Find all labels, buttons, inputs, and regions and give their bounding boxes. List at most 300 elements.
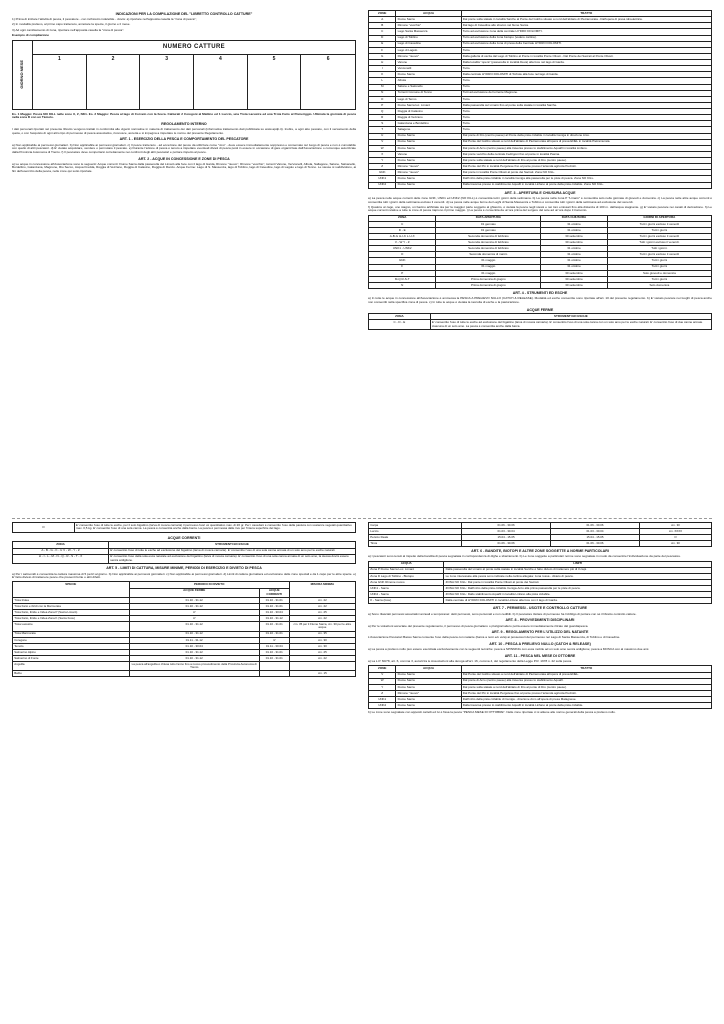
art5-heading: ART. 5 - LIMITI DI CATTURA, MISURE MINIME, PERIODI DI ESERCIZIO E DIVIETO DI PESCA	[106, 566, 262, 571]
oct-note: b) Le zone sono segnalate con appositi cartelli ed ivi è fissa la pesca "PESCA MESE DI OTTOBRE". Nelle zone riportate ci si attiene alle norme generali della pesca a prelievo nullo.	[368, 710, 616, 715]
table-cell: 01.10 - 31.12	[129, 604, 259, 610]
table-cell: Persico Reale	[369, 535, 462, 541]
table-cell: cm. 22	[289, 604, 355, 610]
zones-table	[368, 10, 712, 189]
catalog-col-1: 1	[33, 55, 87, 109]
table-cell: D - E	[369, 227, 436, 233]
table-cell: Tutti i giorni.	[607, 246, 711, 252]
table-cell	[259, 661, 289, 670]
art7-text: a) Sono rilasciati permessi associativi annuali e temporanei: detti permessi, sono personali e non cedibili. b) Il pescatore titolare di permesso ha l'obbligo di portare con sé il libretto controllo catture.	[368, 611, 637, 616]
table-cell: Fiume Sarca	[396, 703, 461, 709]
table-cell: Tutti ad esclusione del torrente Magnone.	[461, 90, 711, 96]
table-cell: 15.04 - 15.05	[462, 535, 551, 541]
table-cell: ///	[129, 616, 259, 622]
table-cell: cm. 22	[289, 598, 355, 604]
table-cell: 30 settembre	[541, 240, 607, 246]
table-cell: C	[369, 221, 436, 227]
table-cell: Varone	[396, 151, 461, 157]
table-cell: 01.10 - 31.12	[129, 631, 259, 637]
table-cell: Zona GNK Rimone nuovo	[369, 579, 444, 585]
table-cell: Rimone "nuovo"	[396, 690, 461, 696]
art5-text: a) Per i salmonidi è consentita la cattura massima di 5 pezzi al giorno. b) Non applicabile ai permessi giornalieri. c) Non applicabile ai permessi giornalieri. d) Limiti di cattura giornaliera ed esclusione delle zone speciali e da 1 capo per le altre specie. e) E' fatto divieto di trattenere pesce che presenti ferite o altri difetti.	[12, 571, 356, 580]
table-cell: Carpa	[369, 523, 462, 529]
table-cell: Fiume Sarca	[396, 145, 461, 151]
table-cell: V - W Y - Z	[369, 240, 436, 246]
ac-zone-1: A - B - G - K - U V - W - Y - Z	[13, 548, 109, 554]
zone-o-text: E' consentito l'uso di tutte le esche, per il solo bigattino (larva di mosca carnaria) il permesso fuori vè quantitativo max. di 20 gr. Per i cavedani è consentito l'uso della pastura con sostanze vegetali quantitativo max. 0,5 kg. E' consentito l'uso di una sola canna. La pesca è consentita anche dalla barca. La pesca è permessa dalle rive per l'intera superficie del lago.	[74, 523, 355, 533]
table-cell: GNK	[369, 258, 436, 264]
table-cell: Tutto.	[461, 47, 711, 53]
species-col-still: ACQUE FERME	[129, 588, 259, 598]
table-cell: K	[369, 72, 396, 78]
lake-species-table	[368, 522, 712, 547]
intro-3: 3) Ad ogni cambiamento di zona, riportare nell'apposita casella la "zona di pesca".	[12, 27, 125, 32]
zones-col-water: ACQUA	[396, 11, 461, 17]
table-cell: O	[369, 252, 436, 258]
table-cell: Trota Marmorata	[13, 631, 130, 637]
table-cell: Dalla traversa presso lo stabilimento Aquafil in località Linfano al ponte della pista ciclabile.	[461, 703, 711, 709]
reg-heading: REGOLAMENTO INTERNO	[161, 121, 207, 126]
zone-o-table	[12, 522, 356, 533]
table-cell: E	[369, 41, 396, 47]
zones-body	[369, 17, 712, 189]
table-cell: cm. 30	[639, 523, 711, 529]
catalog-head: NUMERO CATTURE	[33, 41, 355, 55]
acque-ferme-table	[368, 313, 712, 330]
table-cell: Fiume Sarca	[396, 139, 461, 145]
table-cell: 30 settembre	[541, 276, 607, 282]
table-cell: 01.06 - 30.06	[462, 541, 551, 547]
table-cell: Dal lago di Cavedine allo sbocco nel fiume Sarca.	[461, 23, 711, 29]
table-row	[369, 703, 712, 709]
table-cell: Seconda domenica di febbraio	[436, 246, 541, 252]
table-cell: P	[369, 270, 436, 276]
catalog-col-6: 6	[326, 55, 330, 62]
table-cell: Tutto.	[461, 115, 711, 121]
table-cell: Tutto ad esclusione della zona biotopo (vedere cartina).	[461, 35, 711, 41]
intro-2: 2) In modalità prelievo, al primo capo trattenuto, annotare la specie, il giorno e il mese.	[12, 22, 131, 27]
table-cell: Fiume Sarca	[396, 182, 461, 188]
table-cell: Salmerino di Fonte	[13, 655, 130, 661]
art11-text: a) La L.P. 60/78, art. 6, comma 3, autorizza le Associazioni alla deroga all'art. 16, comma 4, del regolamento della Legge P.R. 1978 n. 22 sulla pesca.	[368, 659, 573, 664]
zone-o-label: O	[13, 523, 75, 533]
table-cell: Dal ponte sulla statale in località Sarche al Ponte del Gobbo situato a nord dell'abitato di Pietramurata - Dall'opera di presa idroelettrica.	[461, 17, 711, 23]
table-cell: Dalla centrale di HYDRO DOLOMITI in località Linfano alla foce con il lago di Garda.	[444, 598, 712, 604]
table-cell: cm. 30	[289, 643, 355, 649]
table-cell: Tutti i giorni escluso il venerdì	[607, 252, 711, 258]
seasons-body	[369, 221, 712, 288]
table-cell: Coregone	[13, 637, 130, 643]
table-cell: 01.10 - 31.12	[129, 655, 259, 661]
table-cell: Z	[369, 690, 396, 696]
oct-col-water: ACQUA	[396, 666, 461, 672]
table-cell: 01.10 - 31.12	[129, 598, 259, 604]
table-cell: Tutti i giorni	[607, 264, 711, 270]
table-cell: 30 settembre	[541, 282, 607, 288]
table-cell: ZONA NO KILL: Dallo stabilimento Aquafil in località Linfano alla pista ciclabile.	[444, 592, 712, 598]
species-col-period: PERIODO DI DIVIETO	[129, 582, 289, 588]
table-cell: K - Sarca (foce)	[369, 598, 444, 604]
table-cell: Rimone "nuovo"	[396, 53, 461, 59]
table-row	[13, 661, 356, 670]
table-cell: 01 maggio	[436, 270, 541, 276]
table-cell: Seconda domenica di marzo	[436, 252, 541, 258]
q2-notes: f) Qualora un lago, uno stagno, un bacino artificiale sia per la maggior parte soggetto al ghiaccio, è vietata la pesca negli stessi e nei loro emissari fino alla distanza di 100 m. dall'acqua stagnante. g) E' vietato pescare nei canali di derivazione. h) Le acque correnti relative a tutte le zone di pesca riaprono il primo maggio. i) La pesca è consentita da un'ora prima del sorgere del sole ad un'ora dopo il tramonto.	[368, 204, 712, 213]
ac-tools-2: E' consentito l'uso della sola esca naturale ad esclusione del bigattino (larva di mosca carnaria). E' consentito l'uso di una sola canna armata di un solo amo, la stessa dovrà essere senza ardiglione.	[109, 554, 356, 564]
table-cell: Tutti i giorni escluso il venerdì.	[607, 240, 711, 246]
table-cell: Dalla centrale HYDRO DOLOMITI di Torbole alla foce nel lago di Garda.	[461, 72, 711, 78]
reg-text: I dati personali riportati nel presente libretto vengono trattati in conformità alle vigenti normative in materia di trattamento dei dati personali (informativa trattamento dati pubblicata su www.apdp.it). Inoltre, a ogni atto pescato, con il versamento della quota, o con l'acquisto di ogni altro tipo di permesso di pesca associativo, riconosce, accetta e si impegna a rispettare le norme del presente Regolamento.	[12, 127, 356, 135]
table-cell: 01 maggio	[436, 264, 541, 270]
table-cell: 15.04 - 15.05	[551, 535, 640, 541]
table-cell: Seconda domenica di febbraio	[436, 233, 541, 239]
species-col-running: ACQUE CORRENTI	[259, 588, 289, 598]
table-cell: Trota Lacustre	[13, 622, 130, 631]
art8-heading: ART. 8 - PROVVEDIMENTI DISCIPLINARI	[505, 618, 575, 623]
acque-correnti-heading: ACQUE CORRENTI	[167, 535, 201, 540]
table-cell: Tutto.	[461, 66, 711, 72]
limits-table	[368, 561, 712, 605]
art7-heading: ART. 7 - PERMESSI - USCITE E CONTROLLO CATTURE	[492, 606, 588, 611]
table-cell: Lago di Cavedine	[396, 41, 461, 47]
table-cell: GNK	[369, 170, 396, 176]
table-cell: Tutto.	[461, 121, 711, 127]
seasons-table	[368, 215, 712, 290]
table-cell: 01.06 - 30.06	[462, 523, 551, 529]
acque-ferme-heading: ACQUE FERME	[526, 307, 554, 312]
season-col-days: GIORNI DI APERTURA	[607, 215, 711, 221]
table-cell: 01.03 - 30.04	[462, 529, 551, 535]
table-cell: Dal ponte sulla statale a nord dell'abitato di Dro al ponte di Dro (centro paese).	[461, 158, 711, 164]
table-cell: Dal Ponte del Pin in località Pergolese fino al ponte presso l'azienda agricola Pedrotti.	[461, 690, 711, 696]
art10-text: a) La pesca a prelievo nullo può essere esercitata esclusivamente con le seguenti tecniche: pesca a SPINNING con esca mobile ad un solo amo senza ardiglione; pesca a MOSCA con al massimo due ami.	[368, 647, 650, 652]
table-cell: 01 gennaio	[436, 221, 541, 227]
table-cell: Dall'inizio della pista ciclabile di Ceniga - direzione Arco all'opera di presa Malagnese.	[461, 697, 711, 703]
table-row	[369, 541, 712, 547]
table-cell: Dalla passerella del Limarò al ponte sulla statale in località Sarche è fatto divieto di trattenere più di 3 capi.	[444, 567, 712, 573]
catalog-cols	[33, 55, 355, 109]
page-fold-line	[12, 518, 712, 519]
table-cell: cm. 15	[289, 671, 355, 677]
table-cell: A-B-G H-I-K L-U-X	[369, 233, 436, 239]
table-row	[13, 622, 356, 631]
season-col-open: DATA APERTURA	[436, 215, 541, 221]
table-cell: Trota Fario e ibridi con la Marmorata	[13, 604, 130, 610]
table-cell: UNK1	[369, 176, 396, 182]
table-cell: Solo domenica	[607, 282, 711, 288]
example-label: Esempio di compilazione	[12, 32, 49, 37]
table-cell: Lago di Tenno	[396, 96, 461, 102]
zones-col-stretch: TRATTO	[461, 11, 711, 17]
table-cell: U	[369, 133, 396, 139]
table-cell: 01.10 - 31.12	[259, 616, 289, 622]
limits-body	[369, 567, 712, 604]
table-cell: Tutto ad esclusione zona della centrale HYDRO DOLOMITI.	[461, 29, 711, 35]
table-cell: UNK1 - Sarca	[369, 586, 444, 592]
table-cell: Albola	[396, 78, 461, 84]
table-cell: ZONA NO KILL: Dall'inizio della pista ciclabile Ceniga-Arco alla prima passerella per le piste di pesca.	[444, 586, 712, 592]
table-cell: Prima domenica di giugno	[436, 276, 541, 282]
table-cell	[259, 671, 289, 677]
table-cell: Dalla galleria di uscita dal Lago di Toblino al Ponte in località Ponte Oliveti - Dal Ponte dei Sacrati al Ponte Oliveti.	[461, 53, 711, 59]
table-row	[369, 598, 712, 604]
table-cell: Tinca	[369, 541, 462, 547]
october-table	[368, 665, 712, 709]
ac-col-zone: ZONA	[13, 542, 109, 548]
table-cell: 01.10 - 31.12	[129, 622, 259, 631]
table-cell: Dalla passerella sul Limarò fino al ponte sulla statale in località Sarche.	[461, 102, 711, 108]
table-cell: cm. 22	[289, 616, 355, 622]
table-cell: V	[369, 139, 396, 145]
table-cell: 31 ottobre	[541, 264, 607, 270]
oct-col-zone: ZONE	[369, 666, 396, 672]
instructions-section	[12, 10, 356, 516]
table-cell: Trota Iridea	[13, 598, 130, 604]
ac-zone-2: H - I - L - M - N - Q - R - S - T - X	[13, 554, 109, 564]
table-cell: UNK2 - Sarca	[369, 592, 444, 598]
table-cell: 01.10 - 31.01	[259, 598, 289, 604]
intro-1: 1) Prima di iniziare l'attività di pesca, il pescatore - con inchiostro indelebile - dovrà: a) riportare nell'apposita casella la "zona di pesca";	[12, 17, 197, 22]
table-cell: Dal ponte di Dro (centro paese) al Ponte della pista ciclabile in località Ceniga in direzione Arco.	[461, 133, 711, 139]
table-row	[369, 282, 712, 288]
table-cell: Temolo	[13, 643, 130, 649]
table-cell: Le zone interessate alla pesca sono indicate nella cartina allegata: zona rossa - divieto di pesca.	[444, 573, 712, 579]
table-cell: 01.11 - 30.04	[259, 643, 289, 649]
art9-heading: ART. 9 - REGOLAMENTO PER L'UTILIZZO DEL NATANTE	[491, 630, 589, 635]
table-cell: Tutti i giorni	[607, 276, 711, 282]
table-cell: Lago di Toblino	[396, 35, 461, 41]
table-cell: Dal Ponte del Gobbo situato a nord dell'abitato di Pietramurata all'opera di presa ENEL in località Pietramurata.	[461, 139, 711, 145]
species-body	[13, 598, 356, 677]
art1-text: a) Non applicabile ai permessi giornalieri. b) Non applicabile ai permessi giornalieri. c) Il pesce trattenuto - ad eccezione del pesce da utilizzare come "vivo" - deve essere immediatamente soppresso e conservato sul luogo di pesca e non è cumulabile con quello di altri pescatori. d) E' vietato acquistare, vendere o permutare il pescato. e) Durante l'azione di pesca è tenuto a rispettare eventuali divieti di pesca posti in essere in occasione di gare organizzate dall'Associazione o comunque autorizzate dalla Provincia Autonoma di Trento. f) Il pescatore deve comportarsi correttamente nei confronti degli altri pescatori e portare rispetto al pesce.	[12, 142, 356, 154]
table-cell: 31 ottobre	[541, 252, 607, 258]
table-cell: Lago Santa Massenza	[396, 29, 461, 35]
table-cell: ///	[129, 610, 259, 616]
table-cell: Dal ponte vecchio della centrale Fedrigoni fino al ponte in località Pasina.	[461, 151, 711, 157]
table-cell: Tutto.	[461, 78, 711, 84]
limits-col-water: ACQUA	[369, 561, 444, 567]
table-cell: H	[369, 60, 396, 66]
table-cell: ///	[639, 535, 711, 541]
oct-body	[369, 672, 712, 709]
table-row	[13, 554, 356, 564]
art6-text: a) I pescatori sono tenuti al rispetto della bandita di pesca segnalata in corrispondenza di dighe e sbarramenti. b) Le zone soggette a particolari norme sono segnalate in modo da consentire l'individuazione da parte del pescatore.	[368, 554, 681, 559]
table-cell: Fiume Sarca	[396, 672, 461, 678]
art3-text: a) La pesca nelle acque correnti delle zone GNK, UNK1 ed UNK2 (NO KILL) è consentita tutti i giorni della settimana. b) La pesca nella zona P "Limarò" è consentita solo nelle giornate di giovedì e domenica. c) La pesca nelle altre acque correnti è consentita tutti i giorni della settimana escluso il venerdì. d) La pesca nelle acque ferme dei Laghi di Santa Massenza e Toblino è consentita tutti i giorni della settimana ad esclusione del venerdì.	[368, 195, 712, 204]
species-table	[12, 581, 356, 677]
table-cell: Rimone "nuovo"	[396, 170, 461, 176]
table-row	[369, 320, 712, 330]
table-cell: 01 gennaio	[436, 227, 541, 233]
table-cell: Dal Ponte del Pin in località Pergolese fino al ponte presso l'azienda agricola Pedrotti.	[461, 164, 711, 170]
lake-body	[369, 523, 712, 547]
table-cell: X	[369, 151, 396, 157]
table-cell: T	[369, 127, 396, 133]
table-cell: Prima domenica di giugno	[436, 282, 541, 288]
table-cell: M	[369, 84, 396, 90]
art2-text: a) Le acque in concessione all'Associazione sono le seguenti: Acque correnti: Fiume Sarca dalla passerella del Limarò alla foce con il lago di Garda, Rimone "nuovo", Rimone "vecchio", torrenti Varone, Vervionelli, Albola, Sallagone, Salone, Salvanello, Bordellino, Galanzana, Magnone, Rio Secco, Acqua Fredda, Roggia di Vezzano, Roggia di Calavino, Roggia di Ranzo. Acque Ferme: Lago di S. Massenza, lago di Toblino, lago di Cavedine, lago di Lagolo e lago di Tenno. Le stesse si suddividono, ai fini dell'esercizio della pesca, nelle zone qui sotto riportate.	[12, 161, 356, 174]
art11-heading: ART. 11 - PESCA NEL MESE DI OTTOBRE	[504, 653, 576, 658]
instructions-heading: INDICAZIONI PER LA COMPILAZIONE DEL "LIBRETTO CONTROLLO CATTURE"	[115, 12, 253, 16]
art4-heading: ART. 4 - STRUMENTI ED ESCHE	[512, 291, 568, 296]
table-cell: Y	[369, 684, 396, 690]
acque-correnti-table	[12, 541, 356, 564]
table-cell: Fiume Sarca	[396, 17, 461, 23]
art6-heading: ART. 6 - BANDITE, BIOTOPI E ALTRE ZONE SOGGETTE A NORME PARTICOLARI	[471, 549, 609, 554]
table-cell: Trota Fario, ibride e Iridea Zona P (Sarca Limarò)	[13, 610, 130, 616]
table-cell: Galanzana e Bordellino	[396, 121, 461, 127]
table-cell: Dal ponte sulla statale a nord dell'abitato di Dro al ponte di Dro (centro paese).	[461, 684, 711, 690]
table-cell: Q	[369, 109, 396, 115]
table-cell: Tutti i giorni escluso il venerdì	[607, 233, 711, 239]
table-cell: La pesca all'anguilla è chiusa tutto l'anno fino a nuovo provvedimento della Provincia Autonoma di Trento	[129, 661, 259, 670]
table-cell	[289, 661, 355, 670]
zones-section	[368, 10, 712, 516]
table-cell: Lago di Lagolo	[396, 47, 461, 53]
catalog-col-3: 3	[140, 55, 194, 109]
table-cell: cm. 25	[289, 610, 355, 616]
table-cell: Fiume Sarca	[396, 72, 461, 78]
table-cell: D	[369, 35, 396, 41]
table-cell: cm. 35 per il Fiume Sarca, cm. 30 per le altre acque	[289, 622, 355, 631]
table-cell: 01.06 - 30.06	[551, 523, 640, 529]
table-cell: N	[369, 282, 436, 288]
art3-heading: ART. 3 - APERTURA E CHIUSURA ACQUE	[504, 190, 576, 195]
table-cell: UNK1 - UNK2	[369, 246, 436, 252]
table-cell: cm. XXXX	[639, 529, 711, 535]
table-cell: Vervionelli	[396, 66, 461, 72]
table-row	[13, 671, 356, 677]
season-col-close: DATA CHIUSURA	[541, 215, 607, 221]
table-cell: Zona D Lago di Toblino - Biotopo	[369, 573, 444, 579]
oct-col-stretch: TRATTO	[461, 666, 711, 672]
catalog-main	[33, 41, 355, 109]
table-cell: Dall'inizio della pista ciclabile in località Ceniga alla passerella per le piste di pesca. Zona NO KILL.	[461, 176, 711, 182]
table-cell: UNK1	[369, 697, 396, 703]
table-cell: ZONA NO KILL: Dal ponte in località Ponte Oliveti al ponte dei Sacrati.	[444, 579, 712, 585]
table-cell: 01.11 - 31.12	[129, 637, 259, 643]
table-cell: Rimone "vecchio"	[396, 23, 461, 29]
table-cell: G	[369, 53, 396, 59]
species-col-min: MISURA MINIMA	[289, 582, 355, 598]
art9-text: L'Associazione Pescatori Basso Sarca consente l'uso della pesca con natante (barca a remi e/o vela) ai possessori del permesso nel Lago di Santa Massenza, di Toblino e di Cavedine.	[368, 635, 621, 640]
table-cell: S	[369, 121, 396, 127]
catalog-col-5: 5	[248, 55, 302, 109]
table-cell: Fiume Sarca	[396, 697, 461, 703]
table-cell: F	[369, 47, 396, 53]
zones-col-zone: ZONE	[369, 11, 396, 17]
table-cell: 01.10 - 31.01	[259, 604, 289, 610]
table-cell: 01.10 - 31.01	[259, 622, 289, 631]
table-cell: R	[369, 115, 396, 121]
table-cell: 01.10 - 31.12	[129, 649, 259, 655]
table-cell: 01.10 - 31.01	[259, 631, 289, 637]
table-cell: Salagone	[396, 127, 461, 133]
table-cell: 01.06 - 30.06	[551, 541, 640, 547]
table-cell: P	[369, 102, 396, 108]
table-cell: Tutto.	[461, 96, 711, 102]
table-cell: 01.10 - 30.04	[259, 610, 289, 616]
table-cell: 31 ottobre	[541, 221, 607, 227]
table-cell: Rimone "nuovo"	[396, 164, 461, 170]
ac-col-tools: STRUMENTI ED ESCHE	[109, 542, 356, 548]
catalog-col-4: 4	[194, 55, 248, 109]
table-cell: W	[369, 145, 396, 151]
af-zone: C - D - E	[369, 320, 431, 330]
season-col-zone: ZONA	[369, 215, 436, 221]
table-cell: Barbo	[13, 671, 130, 677]
table-cell: Tutti i giorni escluso il venerdì	[607, 221, 711, 227]
table-cell: Tutto.	[461, 84, 711, 90]
table-cell: cm. 35	[289, 631, 355, 637]
art2-heading: ART. 2 - ACQUE IN CONCESSIONE E ZONE DI PESCA	[138, 156, 230, 161]
table-cell: Trota Fario, ibride e Iridea Zona K (Sarca Foce)	[13, 616, 130, 622]
limits-col-limits: LIMITI	[444, 561, 712, 567]
table-cell: Luccio	[369, 529, 462, 535]
table-cell: Torrenti Comune di Tenno	[396, 90, 461, 96]
table-cell: N	[369, 90, 396, 96]
table-cell: 01 maggio	[436, 258, 541, 264]
table-cell: I	[369, 66, 396, 72]
table-cell: Fiume Sarca	[396, 158, 461, 164]
table-cell: Dal Ponte del Gobbo situato a nord dell'abitato di Pietramurata all'opera di presa ENEL.	[461, 672, 711, 678]
art10-heading: ART. 10 - PESCA A PRELIEVO NULLO (CATCH & RELEASE)	[489, 642, 591, 647]
table-cell: 31 ottobre	[541, 258, 607, 264]
table-cell: Tutto.	[461, 127, 711, 133]
art1-heading: ART. 1 - ESERCIZIO DELLA PESCA E COMPORTAMENTO DEL PESCATORE	[119, 137, 249, 142]
table-cell: Tutti i giorni	[607, 258, 711, 264]
table-cell: 01.10 - 31.01	[259, 655, 289, 661]
table-cell: 31 ottobre	[541, 227, 607, 233]
table-cell: cm. 25	[289, 649, 355, 655]
table-cell: ///	[259, 637, 289, 643]
table-cell: 31 ottobre	[541, 246, 607, 252]
table-cell: Roggia di Vezzano	[396, 115, 461, 121]
table-cell: O	[369, 96, 396, 102]
table-cell: F	[369, 264, 436, 270]
table-cell: Fiume Sarca	[396, 176, 461, 182]
table-cell: Fiume Sarca	[396, 133, 461, 139]
art4-text: a) In tutte le acque in concessione all'Associazione è ammessa la PESCA A PRELIEVO NULLO (CATCH & RELEASE). Modalità ed esche consentite sono riportate all'art. 10 del presente regolamento. b) E' vietato pescare nei luoghi di pesca anche non consentiti nella specifica zona di pesca. c) In tutte le acque è vietata la raccolta di esche e la pasturazione.	[368, 296, 712, 304]
table-cell: Tutti i giorni	[607, 227, 711, 233]
table-cell: UNK2	[369, 703, 396, 709]
table-cell: cm. 22	[289, 655, 355, 661]
table-cell: 01.03 - 30.04	[551, 529, 640, 535]
table-cell: V	[369, 672, 396, 678]
art8-text: a) Per le violazioni accertate del presente regolamento, il permesso di pesca giornaliero o plurigiornaliero potrà essere immediatamente ritirato dal guardiapesca.	[368, 623, 589, 628]
species-col-name: SPECIE	[13, 582, 130, 598]
table-cell: Dal ponte di Arco (centro paese) alla traversa presso lo stabilimento Aquafil in località Linfano.	[461, 145, 711, 151]
table-cell: Y	[369, 158, 396, 164]
species-section	[12, 522, 356, 1014]
af-col-zone: ZONA	[369, 314, 431, 320]
table-cell: Solo giovedì e domenica	[607, 270, 711, 276]
table-cell: Salmerino Alpino	[13, 649, 130, 655]
table-cell: cm. 30	[639, 541, 711, 547]
table-cell: Varone	[396, 60, 461, 66]
table-cell: Dal ponte di Arco (centro paese) alla traversa presso lo stabilimento Aquafil.	[461, 678, 711, 684]
af-tools: E' consentito l'uso di tutte le esche ad esclusione del bigattino (larva di mosca carnaria). E' consentito l'uso di una sola canna con un solo amo per le esche naturali. E' consentito l'uso di due canne armate ciascuna di un solo amo. La pesca è consentita anche dalla barca.	[430, 320, 711, 330]
af-col-tools: STRUMENTI ED ESCHE	[430, 314, 711, 320]
table-cell: Fiume Sarca	[396, 684, 461, 690]
table-cell: Fiume Sarca	[396, 678, 461, 684]
table-cell: Roggia di Calavino	[396, 109, 461, 115]
table-cell: W	[369, 678, 396, 684]
table-cell: Dalla traversa presso lo stabilimento Aquafil in località Linfano al ponte della pista ciclabile. Zona NO KILL.	[461, 182, 711, 188]
table-cell: 01.10 - 30.04	[129, 643, 259, 649]
example-notes: Es. 1 Maggio: Pesca NO KILL nelle zone X, Z, NK1. Es. 2 Maggio: Pesca al lago di Corvelo con la fusca. Catturati 2 Coregoni al Mattino ed 1 Luccio, una Trota Lacustre ed una Trota Fario al Pomeriggio. Ultimata la giornata di pesca nella zona D con un Tèmolo.	[12, 111, 356, 120]
table-cell: Dal ponte in località Ponte Oliveti al ponte dei Sacrati. Zona NO KILL.	[461, 170, 711, 176]
